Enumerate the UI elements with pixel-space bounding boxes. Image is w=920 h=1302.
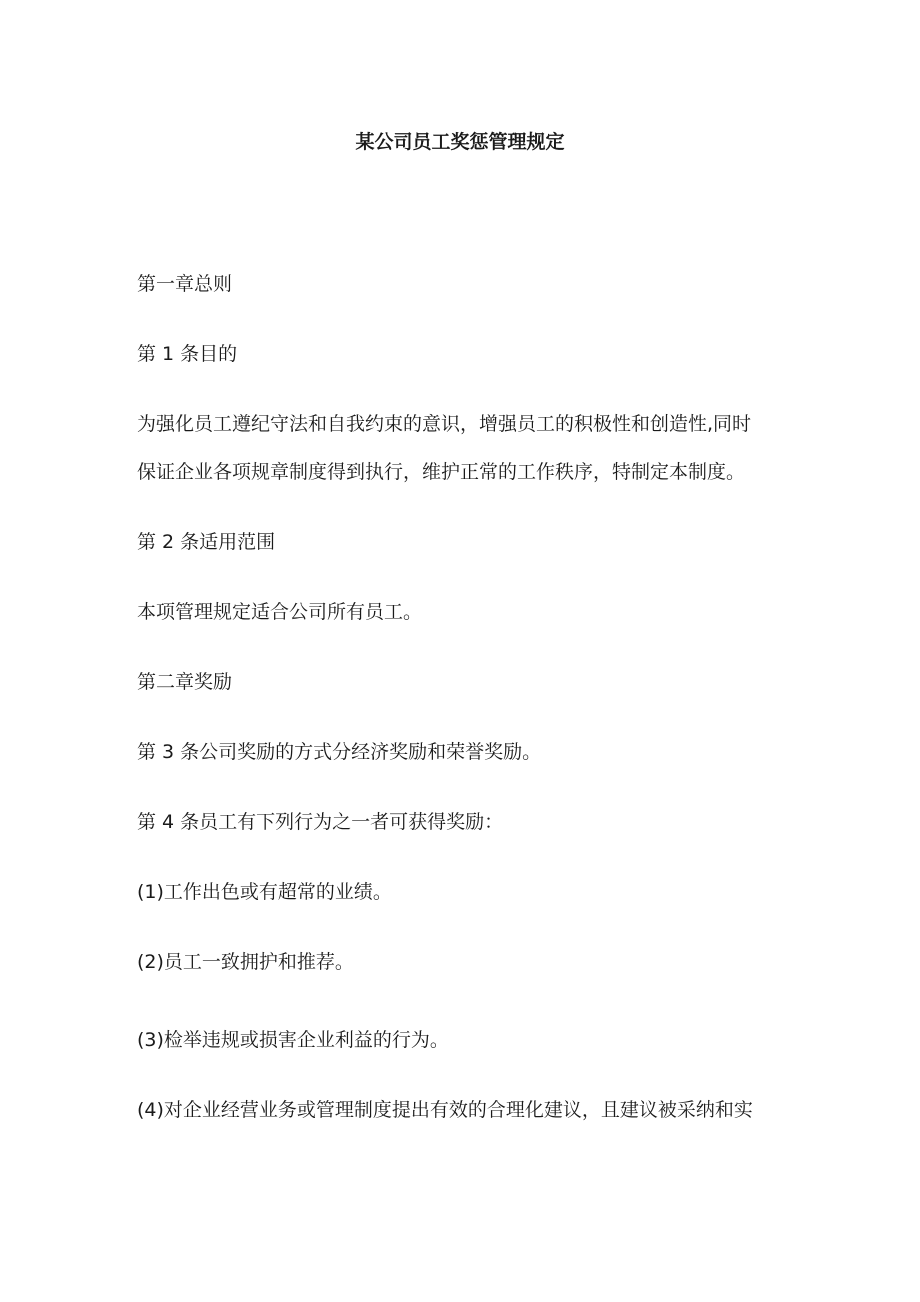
- paragraph-purpose-line-2: 保证企业各项规章制度得到执行，维护正常的工作秩序，特制定本制度。: [137, 461, 746, 483]
- paragraph-purpose-line-1: 为强化员工遵纪守法和自我约束的意识，增强员工的积极性和创造性,同时: [137, 413, 752, 435]
- list-item-4: (4)对企业经营业务或管理制度提出有效的合理化建议，且建议被采纳和实: [137, 1099, 753, 1121]
- chapter-heading-rewards: 第二章奖励: [137, 671, 233, 693]
- list-item-1: (1)工作出色或有超常的业绩。: [137, 881, 392, 903]
- list-item-2: (2)员工一致拥护和推荐。: [137, 951, 354, 973]
- article-heading-purpose: 第 1 条目的: [137, 343, 238, 365]
- article-heading-scope: 第 2 条适用范围: [137, 531, 276, 553]
- document-title: 某公司员工奖惩管理规定: [355, 131, 565, 153]
- article-reward-methods: 第 3 条公司奖励的方式分经济奖励和荣誉奖励。: [137, 741, 542, 763]
- list-item-3: (3)检举违规或损害企业利益的行为。: [137, 1029, 449, 1051]
- chapter-heading-general: 第一章总则: [137, 273, 233, 295]
- article-reward-conditions: 第 4 条员工有下列行为之一者可获得奖励：: [137, 811, 504, 833]
- paragraph-scope: 本项管理规定适合公司所有员工。: [137, 601, 423, 623]
